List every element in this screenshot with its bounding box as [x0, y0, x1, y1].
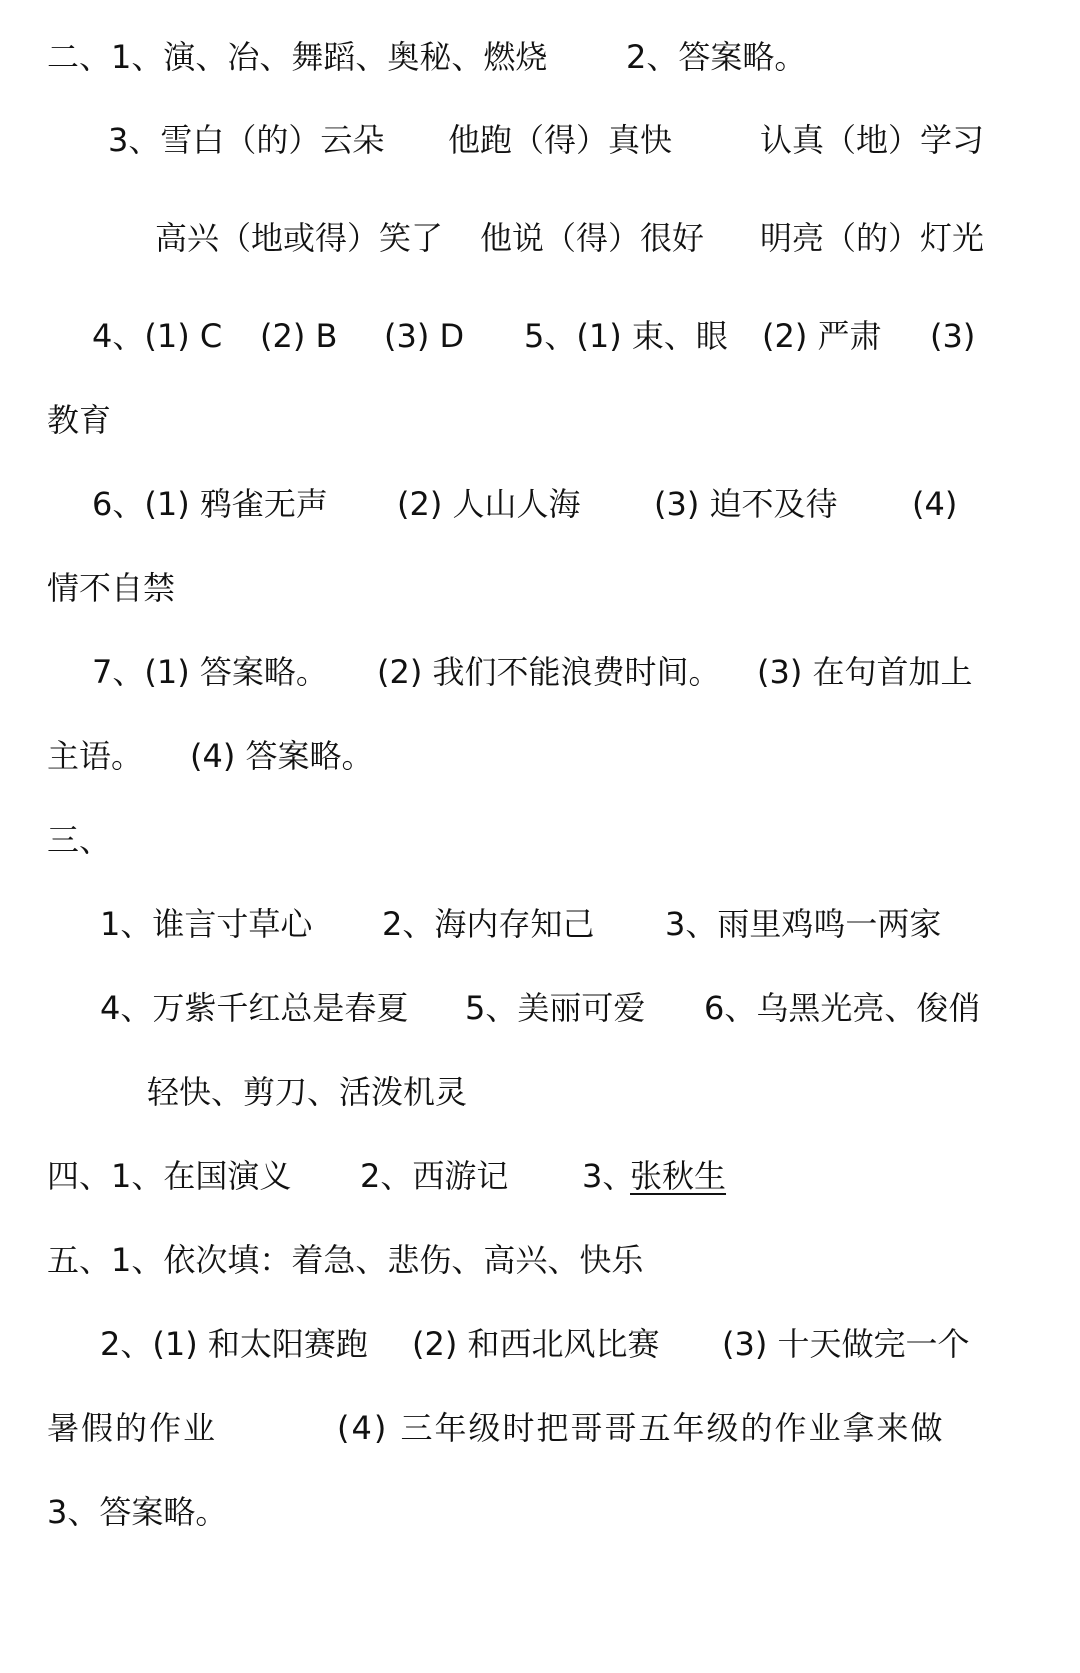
sec3-q6-cont: 轻快、剪刀、活泼机灵 [147, 1073, 468, 1111]
sec2-q3-item-6: 明亮（的）灯光 [760, 219, 985, 257]
sec5-q2-3-cont: 暑假的作业 [47, 1409, 218, 1447]
sec4-q2: 2、西游记 [360, 1157, 509, 1195]
sec2-q5-1: 5、(1) 束、眼 [524, 317, 728, 355]
sec3-q6: 6、乌黑光亮、俊俏 [704, 989, 981, 1027]
sec4-q3-answer: 张秋生 [630, 1157, 727, 1195]
sec2-q1-answer: 二、1、演、冶、舞蹈、奥秘、燃烧 [47, 38, 548, 76]
sec2-q3-item-1: 3、雪白（的）云朵 [108, 121, 385, 159]
sec3-q2: 2、海内存知己 [382, 905, 595, 943]
sec2-q7-3-cont: 主语。 [47, 737, 144, 775]
sec3-q5: 5、美丽可爱 [465, 989, 646, 1027]
sec5-q2-3: (3) 十天做完一个 [722, 1325, 970, 1363]
sec2-q4-1: 4、(1) C [92, 317, 223, 355]
sec4-q1: 四、1、在国演义 [47, 1157, 292, 1195]
sec4-q3-label: 3、 [582, 1157, 635, 1195]
sec5-q1: 五、1、依次填：着急、悲伤、高兴、快乐 [47, 1241, 644, 1279]
sec2-q7-3: (3) 在句首加上 [757, 653, 973, 691]
sec2-q6-1: 6、(1) 鸦雀无声 [92, 485, 328, 523]
sec2-q6-4-answer: 情不自禁 [47, 569, 176, 607]
sec2-q3-item-2: 他跑（得）真快 [448, 121, 673, 159]
sec5-q3: 3、答案略。 [47, 1493, 228, 1531]
sec5-q2-4: (4) 三年级时把哥哥五年级的作业拿来做 [337, 1409, 945, 1447]
sec2-q7-4: (4) 答案略。 [190, 737, 374, 775]
sec3-q1: 1、谁言寸草心 [100, 905, 313, 943]
sec2-q5-3-label: (3) [930, 317, 976, 355]
sec2-q4-3: (3) D [384, 317, 465, 355]
sec2-q5-2: (2) 严肃 [762, 317, 882, 355]
sec2-q7-2: (2) 我们不能浪费时间。 [377, 653, 721, 691]
sec5-q2-2: (2) 和西北风比赛 [412, 1325, 660, 1363]
sec2-q4-2: (2) B [260, 317, 338, 355]
sec2-q6-3: (3) 迫不及待 [654, 485, 838, 523]
sec2-q7-1: 7、(1) 答案略。 [92, 653, 328, 691]
sec5-q2-1: 2、(1) 和太阳赛跑 [100, 1325, 368, 1363]
sec2-q6-2: (2) 人山人海 [397, 485, 581, 523]
sec3-q3: 3、雨里鸡鸣一两家 [665, 905, 942, 943]
sec2-q2-answer: 2、答案略。 [626, 38, 807, 76]
sec2-q3-item-4: 高兴（地或得）笑了 [155, 219, 444, 257]
sec3-q4: 4、万紫千红总是春夏 [100, 989, 409, 1027]
sec2-q6-4-label: (4) [912, 485, 958, 523]
sec2-q3-item-3: 认真（地）学习 [760, 121, 985, 159]
sec3-title: 三、 [47, 821, 112, 859]
sec2-q3-item-5: 他说（得）很好 [480, 219, 705, 257]
sec2-q5-3-answer: 教育 [47, 401, 112, 439]
